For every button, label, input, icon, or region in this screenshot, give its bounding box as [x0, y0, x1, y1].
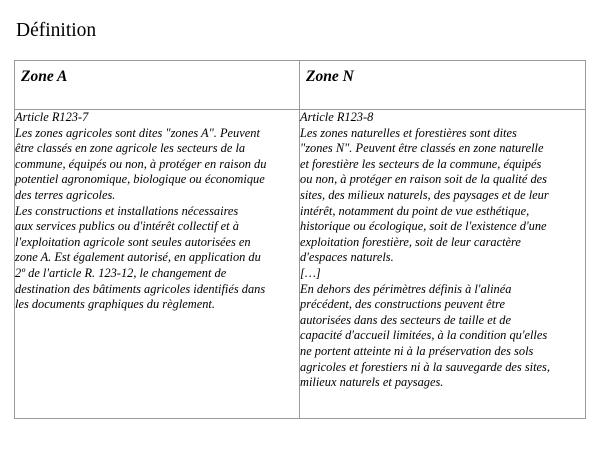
zone-a-heading: Zone A: [21, 68, 68, 85]
zone-n-header-cell: [300, 61, 586, 110]
zone-a-text-line: les documents graphiques du règlement.: [15, 297, 215, 312]
zone-a-article-ref: Article R123-7: [15, 110, 89, 124]
zone-a-text-line: commune, équipés ou non, à protéger en raison du: [15, 156, 267, 171]
zone-a-text-line: zone A. Est également autorisé, en application du: [15, 250, 261, 265]
zone-a-header-cell: [15, 61, 300, 110]
zone-a-text-line: Les zones agricoles sont dites "zones A". Peuvent: [15, 125, 260, 140]
zone-n-heading: Zone N: [306, 68, 354, 85]
zone-a-body-cell: [15, 110, 300, 419]
zone-n-text-line: ou non, à protéger en raison soit de la qualité des: [300, 172, 547, 187]
zone-n-ellipsis: […]: [300, 265, 321, 280]
zone-n-text-line: "zones N". Peuvent être classés en zone naturelle: [300, 141, 544, 156]
zone-n-article-ref: Article R123-8: [300, 110, 374, 124]
zone-n-text-line: historique ou écologique, soit de l'existence d'une: [300, 219, 547, 234]
definition-table: [14, 60, 586, 419]
zone-n-text-line: milieux naturels et paysages.: [300, 375, 444, 390]
zone-n-text-line: sites, des milieux naturels, des paysages et de leur: [300, 187, 549, 202]
zone-a-text-line: des terres agricoles.: [15, 187, 116, 202]
table-header-row: [15, 61, 586, 110]
zone-n-text-line: autorisées dans des secteurs de taille et de: [300, 312, 511, 327]
zone-n-text-line: agricoles et forestiers ni à la sauvegarde des sites,: [300, 359, 550, 374]
zone-a-text-line: destination des bâtiments agricoles identifiés dans: [15, 281, 266, 296]
zone-n-text-line: et forestière les secteurs de la commune, équipés: [300, 156, 542, 171]
zone-a-text-line: 2º de l'article R. 123-12, le changement de: [15, 265, 227, 280]
zone-a-text-line: potentiel agronomique, biologique ou économique: [15, 172, 265, 187]
zone-n-body-cell: [300, 110, 586, 419]
page-title: Définition: [16, 20, 97, 41]
zone-n-text-line: En dehors des périmètres définis à l'alinéa: [300, 281, 512, 296]
zone-a-text-line: Les constructions et installations nécessaires: [15, 203, 239, 218]
zone-n-text-line: intérêt, notamment du point de vue esthétique,: [300, 203, 530, 218]
zone-n-text-line: précédent, des constructions peuvent être: [300, 297, 505, 312]
table-body-row: [15, 110, 586, 419]
zone-n-text-line: exploitation forestière, soit de leur caractère: [300, 234, 521, 249]
zone-n-text-line: ne portent atteinte ni à la préservation des sols: [300, 343, 534, 358]
zone-n-text-line: d'espaces naturels.: [300, 250, 394, 265]
zone-a-text-line: aux services publics ou d'intérêt collectif et à: [15, 219, 239, 234]
zone-a-text-line: l'exploitation agricole sont seules autorisées en: [15, 234, 251, 249]
zone-n-text-line: Les zones naturelles et forestières sont dites: [300, 125, 517, 140]
zone-a-text-line: être classés en zone agricole les secteurs de la: [15, 141, 246, 156]
zone-n-text-line: capacité d'accueil limitées, à la condition qu'elles: [300, 328, 548, 343]
